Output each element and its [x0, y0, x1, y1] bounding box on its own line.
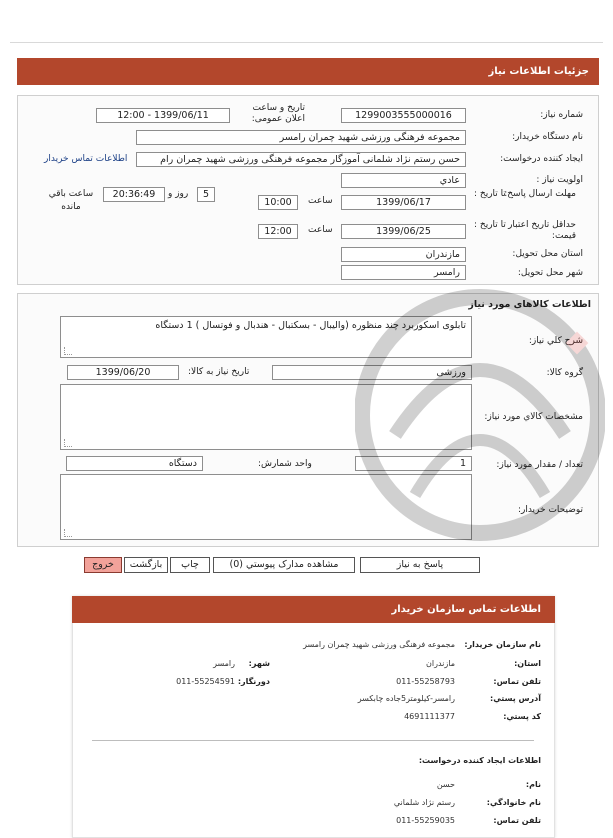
contact-org-value: مجموعه فرهنگی ورزشی شهید چمران رامسر — [303, 640, 455, 649]
general-desc-text: تابلوی اسکوربرد چند منظوره (والیبال - بسکتبال - هندبال و فوتسال ) 1 دستگاه — [155, 320, 466, 331]
city-label: شهر محل تحویل: — [517, 268, 583, 278]
reply-button[interactable]: پاسخ به نیاز — [360, 557, 480, 573]
contact-fax-value: 011-55254591 — [176, 677, 235, 686]
unit-label: واحد شمارش: — [258, 459, 312, 469]
buyer-notes-label: توضیحات خریدار: — [517, 505, 583, 515]
priority-field: عادي — [341, 173, 466, 188]
announce-label: تاریخ و ساعت اعلان عمومی: — [251, 103, 305, 124]
creator-name-label: نام: — [525, 780, 541, 789]
province-field: مازندران — [341, 247, 466, 262]
specs-label: مشخصات کالاي مورد نیاز: — [484, 412, 583, 422]
group-field: ورزشی — [272, 365, 472, 380]
city-field: رامسر — [341, 265, 466, 280]
remaining-label: ساعت باقي مانده — [48, 189, 94, 212]
buyer-org-field: مجموعه فرهنگی ورزشی شهید چمران رامسر — [136, 130, 466, 145]
creator-family-value: رستم نژاد شلماني — [393, 798, 455, 807]
general-desc-label: شرح کلي نیاز: — [528, 336, 583, 346]
priority-label: اولویت نیاز : — [536, 175, 583, 185]
contact-fax-label: دورنگار: — [237, 677, 270, 686]
deadline-label: مهلت ارسال پاسخ: — [504, 189, 576, 199]
announce-field: 1399/06/11 - 12:00 — [96, 108, 230, 123]
print-button[interactable]: چاپ — [170, 557, 210, 573]
resize-grip-icon[interactable] — [64, 439, 72, 447]
contact-card-title: اطلاعات تماس سازمان خریدار — [72, 596, 555, 623]
days-remaining-field: 5 — [197, 187, 215, 202]
deadline-date-field: 1399/06/17 — [341, 195, 466, 210]
contact-postal-label: کد پستي: — [503, 712, 541, 721]
contact-address-value: رامسر-کیلومتر5جاده چابکسر — [357, 694, 455, 703]
validity-date-field: 1399/06/25 — [341, 224, 466, 239]
creator-title: اطلاعات ایجاد کننده درخواست: — [418, 756, 541, 765]
goods-title: اطلاعات کالاهای مورد نیاز — [468, 299, 591, 310]
validity-time-label: ساعت — [308, 225, 333, 235]
validity-time-field: 12:00 — [258, 224, 298, 239]
contact-province-label: استان: — [514, 659, 541, 668]
need-date-field: 1399/06/20 — [67, 365, 179, 380]
group-label: گروه کالا: — [546, 368, 583, 378]
qty-label: تعداد / مقدار مورد نیاز: — [496, 460, 583, 470]
contact-card — [72, 596, 555, 838]
contact-phone-value: 011-55258793 — [396, 677, 455, 686]
unit-field: دستگاه — [66, 456, 203, 471]
resize-grip-icon[interactable] — [64, 347, 72, 355]
contact-city-label: شهر: — [248, 659, 270, 668]
province-label: استان محل تحویل: — [512, 249, 583, 259]
buyer-org-label: نام دستگاه خریدار: — [512, 132, 583, 142]
validity-label: حداقل تاریخ اعتبار قیمت: — [508, 220, 576, 241]
contact-city-value: رامسر — [213, 659, 235, 668]
back-button[interactable]: بازگشت — [124, 557, 168, 573]
deadline-time-field: 10:00 — [258, 195, 298, 210]
buyer-contact-link[interactable]: اطلاعات تماس خریدار — [44, 154, 128, 164]
exit-button[interactable]: خروج — [84, 557, 122, 573]
top-divider — [10, 42, 603, 43]
deadline-to-label: تا تاریخ : — [474, 189, 506, 199]
contact-divider — [92, 740, 534, 741]
remaining-time-field: 20:36:49 — [103, 187, 165, 202]
watermark-logo-icon — [355, 265, 605, 585]
days-label: روز و — [168, 189, 189, 199]
contact-province-value: مازندران — [426, 659, 455, 668]
creator-phone-value: 011-55259035 — [396, 816, 455, 825]
contact-phone-label: تلفن تماس: — [493, 677, 541, 686]
contact-org-label: نام سازمان خریدار: — [464, 640, 541, 649]
attachments-button[interactable]: مشاهده مدارک پیوستي (0) — [213, 557, 355, 573]
page-header: جزئيات اطلاعات نیاز — [17, 58, 599, 85]
contact-address-label: آدرس پستي: — [490, 694, 541, 703]
resize-grip-icon[interactable] — [64, 529, 72, 537]
need-number-label: شماره نیاز: — [540, 110, 583, 120]
qty-field: 1 — [355, 456, 472, 471]
contact-postal-value: 4691111377 — [404, 712, 455, 721]
creator-family-label: نام خانوادگي: — [486, 798, 541, 807]
deadline-time-label: ساعت — [308, 196, 333, 206]
need-date-label: تاریخ نیاز به کالا: — [188, 367, 250, 377]
creator-name-value: حسن — [436, 780, 455, 789]
requester-field: حسن رستم نژاد شلمانی آموزگار مجموعه فرهنگی ورزشی شهید چمران رام — [136, 152, 466, 167]
validity-to-label: تا تاریخ : — [474, 220, 506, 230]
creator-phone-label: تلفن تماس: — [493, 816, 541, 825]
need-number-field: 1299003555000016 — [341, 108, 466, 123]
requester-label: ایجاد کننده درخواست: — [500, 154, 583, 164]
